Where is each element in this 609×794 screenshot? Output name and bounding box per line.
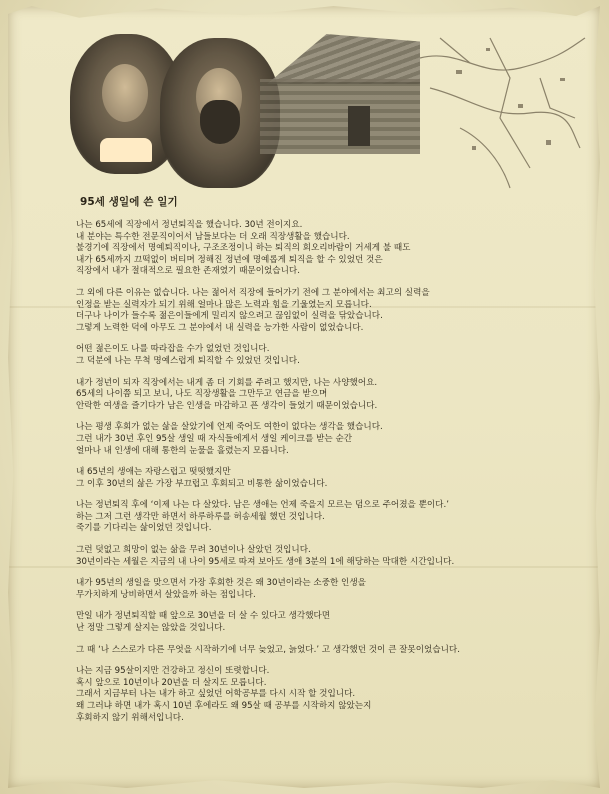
text-line: 얼마나 내 인생에 대해 통한의 눈물을 흘렸는지 모릅니다. xyxy=(76,445,289,456)
text-line: 나는 65세에 직장에서 정년퇴직을 했습니다. 30년 전이지요. xyxy=(76,220,303,230)
text-line: 난 정말 그렇게 살지는 않았을 것입니다. xyxy=(76,623,226,634)
text-line: 어떤 젊은이도 나를 따라잡을 수가 없었던 것입니다. xyxy=(76,344,270,355)
paragraph xyxy=(76,422,576,457)
text-line: 내가 65세까지 끄떡없이 버티며 정해진 정년에 명예롭게 퇴직을 할 수 있었던 것은 xyxy=(76,254,383,265)
text-line: 나는 평생 후회가 없는 삶을 살았기에 언제 죽어도 여한이 없다는 생각을 했습니다. xyxy=(76,422,383,433)
text-line: 65세의 나이쯤 되고 보니, 나도 직장생활을 그만두고 연금을 받으며 xyxy=(76,389,328,400)
text-line: 나는 지금 95살이지만 건강하고 정신이 또렷합니다. xyxy=(76,666,270,677)
header-collage-image xyxy=(70,14,590,199)
text-line: 죽기를 기다리는 삶이었던 것입니다. xyxy=(76,523,212,534)
paragraph xyxy=(76,666,576,724)
text-line: 그렇게 노력한 덕에 아무도 그 분야에서 내 실력을 능가한 사람이 없었습니다. xyxy=(76,322,364,333)
text-line: 내 분야는 특수한 전문직이어서 남들보다는 더 오래 직장생활을 했습니다. xyxy=(76,231,350,242)
text-line: 만일 내가 정년퇴직할 때 앞으로 30년을 더 살 수 있다고 생각했다면 xyxy=(76,611,331,622)
text-line: 안락한 여생을 즐기다가 남은 인생을 마감하고 픈 생각이 들었기 때문이었습니다. xyxy=(76,400,378,411)
text-line: 나는 정년퇴직 후에 ‘이제 나는 다 살았다. 남은 생애는 언제 죽을지 모르는 덤으로 주어졌을 뿐이다.’ xyxy=(76,500,449,511)
paragraph xyxy=(76,467,576,490)
text-line: 그 이후 30년의 삶은 가장 부끄럽고 후회되고 비통한 삶이었습니다. xyxy=(76,478,328,489)
paragraph xyxy=(76,500,576,535)
text-line: 그런 내가 30년 후인 95살 생일 때 자식들에게서 생일 케이크를 받는 순간 xyxy=(76,433,353,444)
text-line: 그래서 지금부터 나는 내가 하고 싶었던 어학공부를 다시 시작 할 것입니다. xyxy=(76,689,356,700)
paragraph xyxy=(76,545,576,568)
diary-text xyxy=(76,220,576,734)
log-cabin-image xyxy=(250,34,420,154)
text-line: 불경기에 직장에서 명예퇴직이나, 구조조정이니 하는 퇴직의 회오리바람이 거세게 불 때도 xyxy=(76,243,411,254)
text-line: 하는 그저 그런 생각만 하면서 하루하루를 허송세월 했던 것입니다. xyxy=(76,511,325,522)
old-map-sketch-image xyxy=(400,18,590,198)
text-line: 무가치하게 낭비하면서 살았을까 하는 점입니다. xyxy=(76,589,256,600)
paragraph xyxy=(76,344,576,367)
text-line: 30년이라는 세월은 지금의 내 나이 95세로 따져 보아도 생애 3분의 1에 해당하는 막대한 시간입니다. xyxy=(76,556,455,567)
text-line: 인정을 받는 실력자가 되기 위해 얼마나 많은 노력과 힘을 기울였는지 모릅니다. xyxy=(76,299,372,310)
paragraph xyxy=(76,378,576,413)
text-line: 내가 95년의 생일을 맞으면서 가장 후회한 것은 왜 30년이라는 소중한 인생을 xyxy=(76,578,366,589)
text-line: 그 덕분에 나는 무척 명예스럽게 퇴직할 수 있었던 것입니다. xyxy=(76,355,300,366)
text-line: 직장에서 내가 절대적으로 필요한 존재였기 때문이었습니다. xyxy=(76,266,300,277)
paragraph xyxy=(76,578,576,601)
text-line: 왜 그러냐 하면 내가 혹시 10년 후에라도 왜 95살 때 공부를 시작하지 않았는지 xyxy=(76,701,372,711)
text-line: 그런 덧없고 희망이 없는 삶을 무려 30년이나 살았던 것입니다. xyxy=(76,545,311,556)
page-title: 95세 생일에 쓴 일기 xyxy=(80,196,178,208)
text-line: 내 65년의 생애는 자랑스럽고 떳떳했지만 xyxy=(76,467,231,478)
paragraph xyxy=(76,611,576,634)
text-line: 더구나 나이가 들수록 젊은이들에게 밀리지 않으려고 끊임없이 실력을 닦았습니다. xyxy=(76,311,383,322)
text-line: 후회하지 않기 위해서입니다. xyxy=(76,712,184,723)
text-line: 혹시 앞으로 10년이나 20년을 더 살지도 모릅니다. xyxy=(76,677,267,688)
paragraph xyxy=(76,288,576,334)
text-line: 그 때 ‘나 스스로가 다른 무엇을 시작하기에 너무 늦었고, 늙었다.’ 고 생각했던 것이 큰 잘못이었습니다. xyxy=(76,644,460,655)
text-line: 내가 정년이 되자 직장에서는 내게 좀 더 기회를 주려고 했지만, 나는 사양했어요. xyxy=(76,377,378,388)
paragraph xyxy=(76,645,576,657)
paragraph xyxy=(76,220,576,278)
text-line: 그 외에 다른 이유는 없습니다. 나는 젊어서 직장에 들어가기 전에 그 분야에서는 최고의 실력을 xyxy=(76,287,430,298)
